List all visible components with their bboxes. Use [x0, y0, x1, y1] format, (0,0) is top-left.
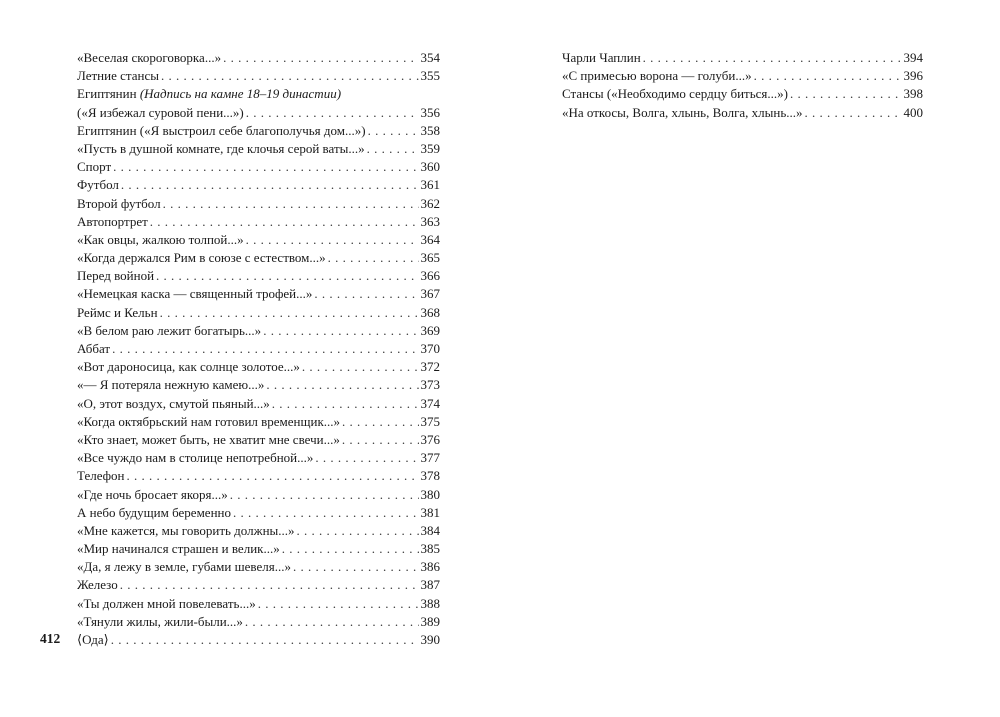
- toc-entry: [77, 576, 440, 594]
- toc-entry: [77, 486, 440, 504]
- dot-leader: [342, 413, 418, 431]
- toc-entry: [77, 122, 440, 140]
- dot-leader: [282, 540, 419, 558]
- toc-entry-title: «Мне кажется, мы говорить должны...»: [77, 522, 295, 538]
- toc-entry-title: Автопортрет: [77, 213, 148, 229]
- toc-entry: [77, 285, 440, 303]
- dot-leader: [120, 576, 419, 594]
- toc-entry-page: 400: [903, 104, 923, 120]
- toc-entry-title: «На откосы, Волга, хлынь, Волга, хлынь...»: [562, 104, 803, 120]
- toc-entry-title: Аббат: [77, 341, 111, 356]
- toc-entry-title: Египтянин: [77, 86, 137, 102]
- toc-entry-title: А небо будущим беременно: [77, 504, 231, 520]
- toc-entry: [77, 49, 440, 67]
- dot-leader: [314, 285, 418, 303]
- toc-entry: [77, 67, 440, 85]
- dot-leader: [754, 67, 902, 85]
- toc-entry-title: Железо: [77, 577, 118, 593]
- toc-entry-title: «Немецкая каска — священный трофей...»: [77, 286, 313, 302]
- toc-entry-title: Телефон: [77, 468, 125, 484]
- toc-entry: [77, 376, 440, 394]
- dot-leader: [111, 631, 419, 649]
- dot-leader: [156, 267, 418, 285]
- dot-leader: [233, 504, 419, 522]
- toc-entry-title: «Вот дароносица, как солнце золотое...»: [77, 359, 300, 375]
- toc-entry-page: 376: [420, 431, 440, 447]
- toc-entry: [77, 304, 440, 322]
- toc-entry: [562, 85, 923, 103]
- dot-leader: [160, 304, 419, 322]
- toc-entry: [77, 449, 440, 467]
- dot-leader: [297, 522, 419, 540]
- toc-entry: [77, 195, 440, 213]
- toc-entry-page: 389: [420, 613, 440, 629]
- toc-entry-page: 369: [420, 322, 440, 338]
- dot-leader: [643, 49, 902, 67]
- toc-entry-title: Стансы («Необходимо сердцу биться...»): [562, 86, 788, 102]
- toc-entry-page: 358: [420, 122, 440, 138]
- toc-entry: [77, 358, 440, 376]
- dot-leader: [258, 595, 419, 613]
- toc-entry-title: Чарли Чаплин: [562, 50, 641, 65]
- dot-leader: [342, 431, 419, 449]
- dot-leader: [263, 322, 418, 340]
- page-folio: 412: [40, 631, 61, 646]
- toc-entry-page: 372: [420, 359, 440, 375]
- toc-entry-page: 387: [420, 577, 440, 593]
- toc-entry-page: 380: [420, 486, 440, 502]
- dot-leader: [272, 395, 419, 413]
- toc-entry: [77, 340, 440, 358]
- toc-entry: [77, 613, 440, 631]
- dot-leader: [293, 558, 419, 576]
- toc-entry: [77, 249, 440, 267]
- toc-entry: [562, 104, 923, 122]
- toc-entry-title: («Я избежал суровой пени...»): [77, 104, 244, 120]
- dot-leader: [163, 195, 419, 213]
- toc-entry-title: «Когда держался Рим в союзе с естеством...»: [77, 250, 326, 266]
- toc-entry-page: 394: [903, 50, 923, 65]
- dot-leader: [805, 104, 902, 122]
- toc-entry: [77, 231, 440, 249]
- dot-leader: [161, 67, 419, 85]
- toc-entry-title: «Да, я лежу в земле, губами шевеля...»: [77, 559, 291, 575]
- toc-entry: [77, 413, 440, 431]
- toc-entry-page: 367: [420, 286, 440, 302]
- toc-entry-title: Перед войной: [77, 268, 155, 284]
- toc-entry-title: «Где ночь бросает якоря...»: [77, 486, 228, 502]
- toc-entry-page: 360: [420, 159, 440, 175]
- toc-entry-title: «Все чуждо нам в столице непотребной...»: [77, 450, 314, 466]
- dot-leader: [246, 231, 419, 249]
- toc-entry-title: «Когда октябрьский нам готовил временщик...»: [77, 413, 341, 429]
- toc-right-column: [562, 49, 923, 122]
- toc-entry-title: «Мир начинался страшен и велик...»: [77, 541, 280, 557]
- toc-entry: [77, 595, 440, 613]
- dot-leader: [368, 122, 419, 140]
- toc-entry-title: «Веселая скороговорка...»: [77, 50, 222, 65]
- toc-entry: [77, 631, 440, 649]
- toc-entry-title: «— Я потеряла нежную камею...»: [77, 377, 265, 393]
- toc-entry-page: 366: [420, 268, 440, 284]
- toc-entry-title: «Ты должен мной повелевать...»: [77, 595, 256, 611]
- dot-leader: [121, 176, 419, 194]
- toc-entry-page: 385: [420, 541, 440, 557]
- toc-entry-title: «Пусть в душной комнате, где клочья серой ваты...»: [77, 140, 365, 156]
- toc-entry: [77, 213, 440, 231]
- toc-entry-note: (Надпись на камне 18–19 династии): [139, 86, 342, 102]
- toc-entry-title: «С примесью ворона — голуби...»: [562, 68, 752, 84]
- toc-entry: [77, 176, 440, 194]
- toc-entry: [77, 158, 440, 176]
- toc-entry: [77, 395, 440, 413]
- dot-leader: [245, 613, 419, 631]
- toc-entry-page: 381: [420, 504, 440, 520]
- toc-entry: [77, 267, 440, 285]
- toc-entry-page: 368: [420, 304, 440, 320]
- toc-entry-page: 364: [420, 231, 440, 247]
- toc-entry-page: 356: [420, 104, 440, 120]
- toc-entry-page: 398: [903, 86, 923, 102]
- toc-entry: [77, 467, 440, 485]
- toc-entry: [562, 67, 923, 85]
- toc-entry: [77, 558, 440, 576]
- toc-entry-page: 390: [420, 632, 440, 647]
- dot-leader: [790, 85, 902, 103]
- toc-entry-page: 365: [420, 250, 440, 266]
- toc-entry-page: 374: [420, 395, 440, 411]
- toc-left-column: [77, 49, 440, 649]
- dot-leader: [127, 467, 419, 485]
- toc-entry-title: «В белом раю лежит богатырь...»: [77, 322, 262, 338]
- dot-leader: [266, 376, 418, 394]
- toc-entry-title: Футбол: [77, 177, 119, 193]
- toc-entry-page: 378: [420, 468, 440, 484]
- toc-entry-page: 373: [420, 377, 440, 393]
- toc-entry-page: 354: [420, 50, 440, 65]
- toc-entry: [77, 540, 440, 558]
- dot-leader: [150, 213, 419, 231]
- toc-entry-title: Спорт: [77, 159, 112, 175]
- toc-entry: [77, 104, 440, 122]
- toc-entry-page: 361: [420, 177, 440, 193]
- toc-entry-page: 396: [903, 68, 923, 84]
- toc-entry-page: 377: [420, 450, 440, 466]
- toc-entry-page: 362: [420, 195, 440, 211]
- toc-entry: [77, 522, 440, 540]
- toc-entry-title: Реймс и Кельн: [77, 304, 158, 320]
- dot-leader: [328, 249, 419, 267]
- dot-leader: [367, 140, 419, 158]
- toc-entry-page: 363: [420, 213, 440, 229]
- dot-leader: [112, 340, 418, 358]
- toc-entry-page: 386: [420, 559, 440, 575]
- toc-entry: [77, 85, 440, 103]
- dot-leader: [246, 104, 419, 122]
- toc-entry-title: ⟨Ода⟩: [77, 632, 109, 647]
- dot-leader: [223, 49, 418, 67]
- dot-leader: [230, 486, 419, 504]
- toc-entry-title: «Кто знает, может быть, не хватит мне свечи...»: [77, 431, 340, 447]
- toc-entry-title: Египтянин («Я выстроил себе благополучья дом...»): [77, 122, 366, 138]
- dot-leader: [315, 449, 418, 467]
- toc-entry-title: «О, этот воздух, смутой пьяный...»: [77, 395, 270, 411]
- toc-entry-title: Летние стансы: [77, 68, 159, 84]
- dot-leader: [113, 158, 418, 176]
- dot-leader: [302, 358, 419, 376]
- toc-entry-page: 370: [420, 341, 440, 356]
- toc-entry-page: 388: [420, 595, 440, 611]
- toc-entry-page: 375: [420, 413, 440, 429]
- toc-entry-title: Второй футбол: [77, 195, 161, 211]
- toc-entry: [562, 49, 923, 67]
- toc-entry: [77, 431, 440, 449]
- toc-entry-page: 384: [420, 522, 440, 538]
- toc-entry: [77, 504, 440, 522]
- toc-entry-page: 355: [420, 68, 440, 84]
- toc-entry: [77, 322, 440, 340]
- toc-entry-page: 359: [420, 140, 440, 156]
- toc-entry-title: «Тянули жилы, жили-были...»: [77, 613, 243, 629]
- toc-entry: [77, 140, 440, 158]
- toc-entry-title: «Как овцы, жалкою толпой...»: [77, 231, 244, 247]
